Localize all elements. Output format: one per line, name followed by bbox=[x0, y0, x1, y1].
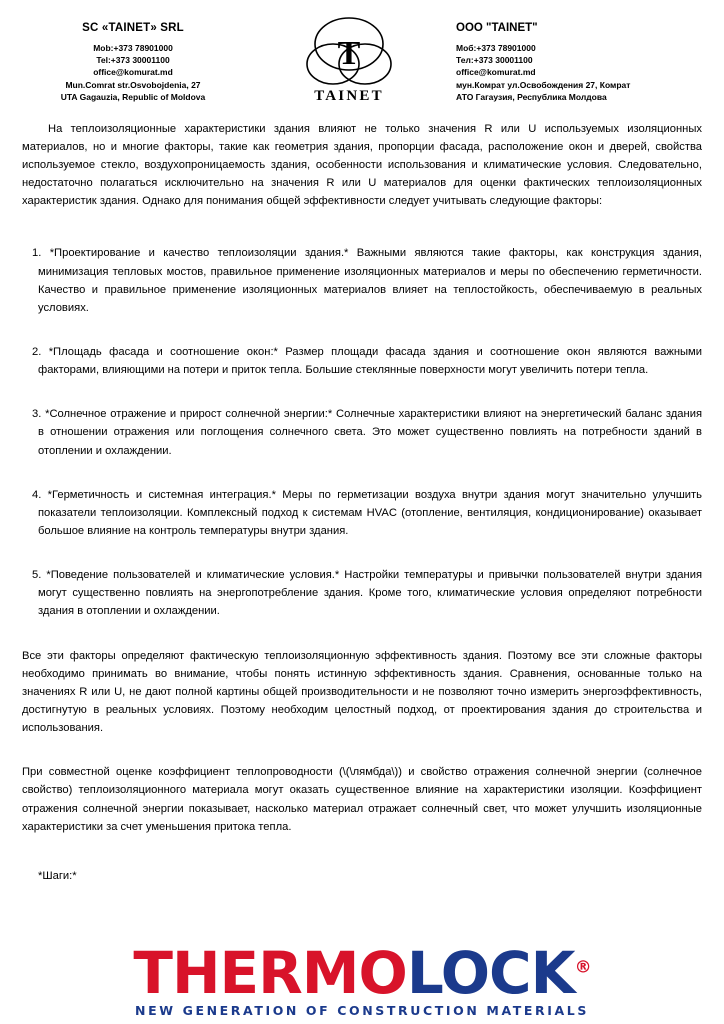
document-body bbox=[0, 112, 724, 882]
svg-text:T: T bbox=[337, 35, 361, 72]
intro-paragraph: На теплоизоляционные характеристики здания влияют не только значения R или U используемых изоляционных материалов, но и многие факторы, такие как геометрия здания, пропорции фасада, расположение окон и дверей, свойства используемое стекло, воздухопроницаемость здания, особенности использования и климатические условия. Следовательно, недостаточно полагаться исключительно на значения R или U материалов для оценки фактических теплоизоляционных характеристик здания. Однако для понимания общей эффективности следует учитывать следующие факторы: bbox=[22, 122, 702, 208]
brand-lock-text: LOCK bbox=[406, 939, 575, 1007]
contact-address-cyrillic: мун.Комрат ул.Освобождения 27, Комрат bbox=[456, 79, 631, 90]
tainet-logo-icon bbox=[293, 14, 405, 92]
brand-tagline: NEW GENERATION OF CONSTRUCTION MATERIALS bbox=[135, 1003, 589, 1018]
contact-region-latin: UTA Gagauzia, Republic of Moldova bbox=[60, 91, 206, 102]
contact-mobile-latin: Mob:+373 78901000 bbox=[93, 42, 173, 53]
registered-trademark-icon: ® bbox=[574, 957, 591, 978]
steps-label: *Шаги:* bbox=[38, 869, 77, 882]
company-name-latin: SC «TAINET» SRL bbox=[82, 22, 184, 34]
contact-address-latin: Mun.Comrat str.Osvobojdenia, 27 bbox=[65, 79, 201, 90]
letterhead-right-block bbox=[450, 14, 706, 103]
contact-mobile-cyrillic: Моб:+373 78901000 bbox=[456, 42, 536, 53]
conclusion-paragraph-2: При совместной оценке коэффициент теплопроводности (\(\лямбда\)) и свойство отражения солнечной энергии (солнечное свойство) теплоизоляционного материала могут оказать существенное влияние на характеристики изоляции. Коэффициент отражения солнечной энергии показывает, насколько материал отражает солнечный свет, что может улучшить изоляционные характеристики за счет уменьшения притока тепла. bbox=[22, 766, 702, 833]
list-item: 2. *Площадь фасада и соотношение окон:* Размер площади фасада здания и соотношение окон являются важными факторами, влияющими на потери и приток тепла. Большие стеклянные поверхности могут увеличить потери тепла. bbox=[32, 346, 702, 377]
conclusion-paragraph-1: Все эти факторы определяют фактическую теплоизоляционную эффективность здания. Поэтому все эти сложные факторы необходимо принимать во внимание, чтобы понять истинную эффективность здания. Сравнения, основанные только на значениях R или U, не дают полной картины общей производительности и не позволяют точно измерить энергоэффективность, достигнутую в реальных условиях. Поэтому необходим целостный подход, от проектирования здания до строительства и использования. bbox=[22, 649, 702, 735]
contact-tel-latin: Tel:+373 30001100 bbox=[96, 54, 170, 65]
list-item: 3. *Солнечное отражение и прирост солнечной энергии:* Солнечные характеристики влияют на энергетический баланс здания в отношении отражения или поглощения солнечного света. Это может существенно повлиять на потребности зданий в отоплении и охлаждении. bbox=[32, 408, 702, 457]
letterhead bbox=[0, 0, 724, 112]
logo-wordmark: TAINET bbox=[314, 88, 384, 104]
list-item: 4. *Герметичность и системная интеграция.* Меры по герметизации воздуха внутри здания могут значительно улучшить показатели теплоизоляции. Комплексный подход к системам HVAC (отопление, вентиляция, кондиционирование) оказывает большое влияние на контроль температуры внутри здания. bbox=[32, 488, 702, 537]
list-item: 5. *Поведение пользователей и климатические условия.* Настройки температуры и привычки пользователей внутри здания могут существенно повлиять на энергопотребление здания. Кроме того, климатические условия определяют потребности здания в отоплении и охлаждении. bbox=[32, 569, 702, 618]
contact-tel-cyrillic: Тел:+373 30001100 bbox=[456, 54, 533, 65]
letterhead-left-block bbox=[18, 14, 248, 103]
company-name-cyrillic: ООО "TAINET" bbox=[456, 22, 538, 34]
contact-email-cyrillic: office@komurat.md bbox=[456, 67, 536, 78]
contact-email-latin: office@komurat.md bbox=[93, 67, 173, 78]
thermolock-wordmark bbox=[133, 939, 591, 1007]
footer-brand bbox=[0, 932, 724, 1024]
list-item: 1. *Проектирование и качество теплоизоляции здания.* Важными являются такие факторы, как конструкция здания, минимизация тепловых мостов, правильное применение изоляционных материалов и меры по обеспечению герметичности. Качество и правильное применение изоляционных материалов влияет на теплостойкость, обеспечиваемую в реальных условиях. bbox=[32, 247, 702, 314]
contact-region-cyrillic: АТО Гагаузия, Республика Молдова bbox=[456, 91, 607, 102]
brand-thermo-text: THERMO bbox=[133, 939, 407, 1007]
letterhead-logo-block bbox=[264, 14, 434, 108]
